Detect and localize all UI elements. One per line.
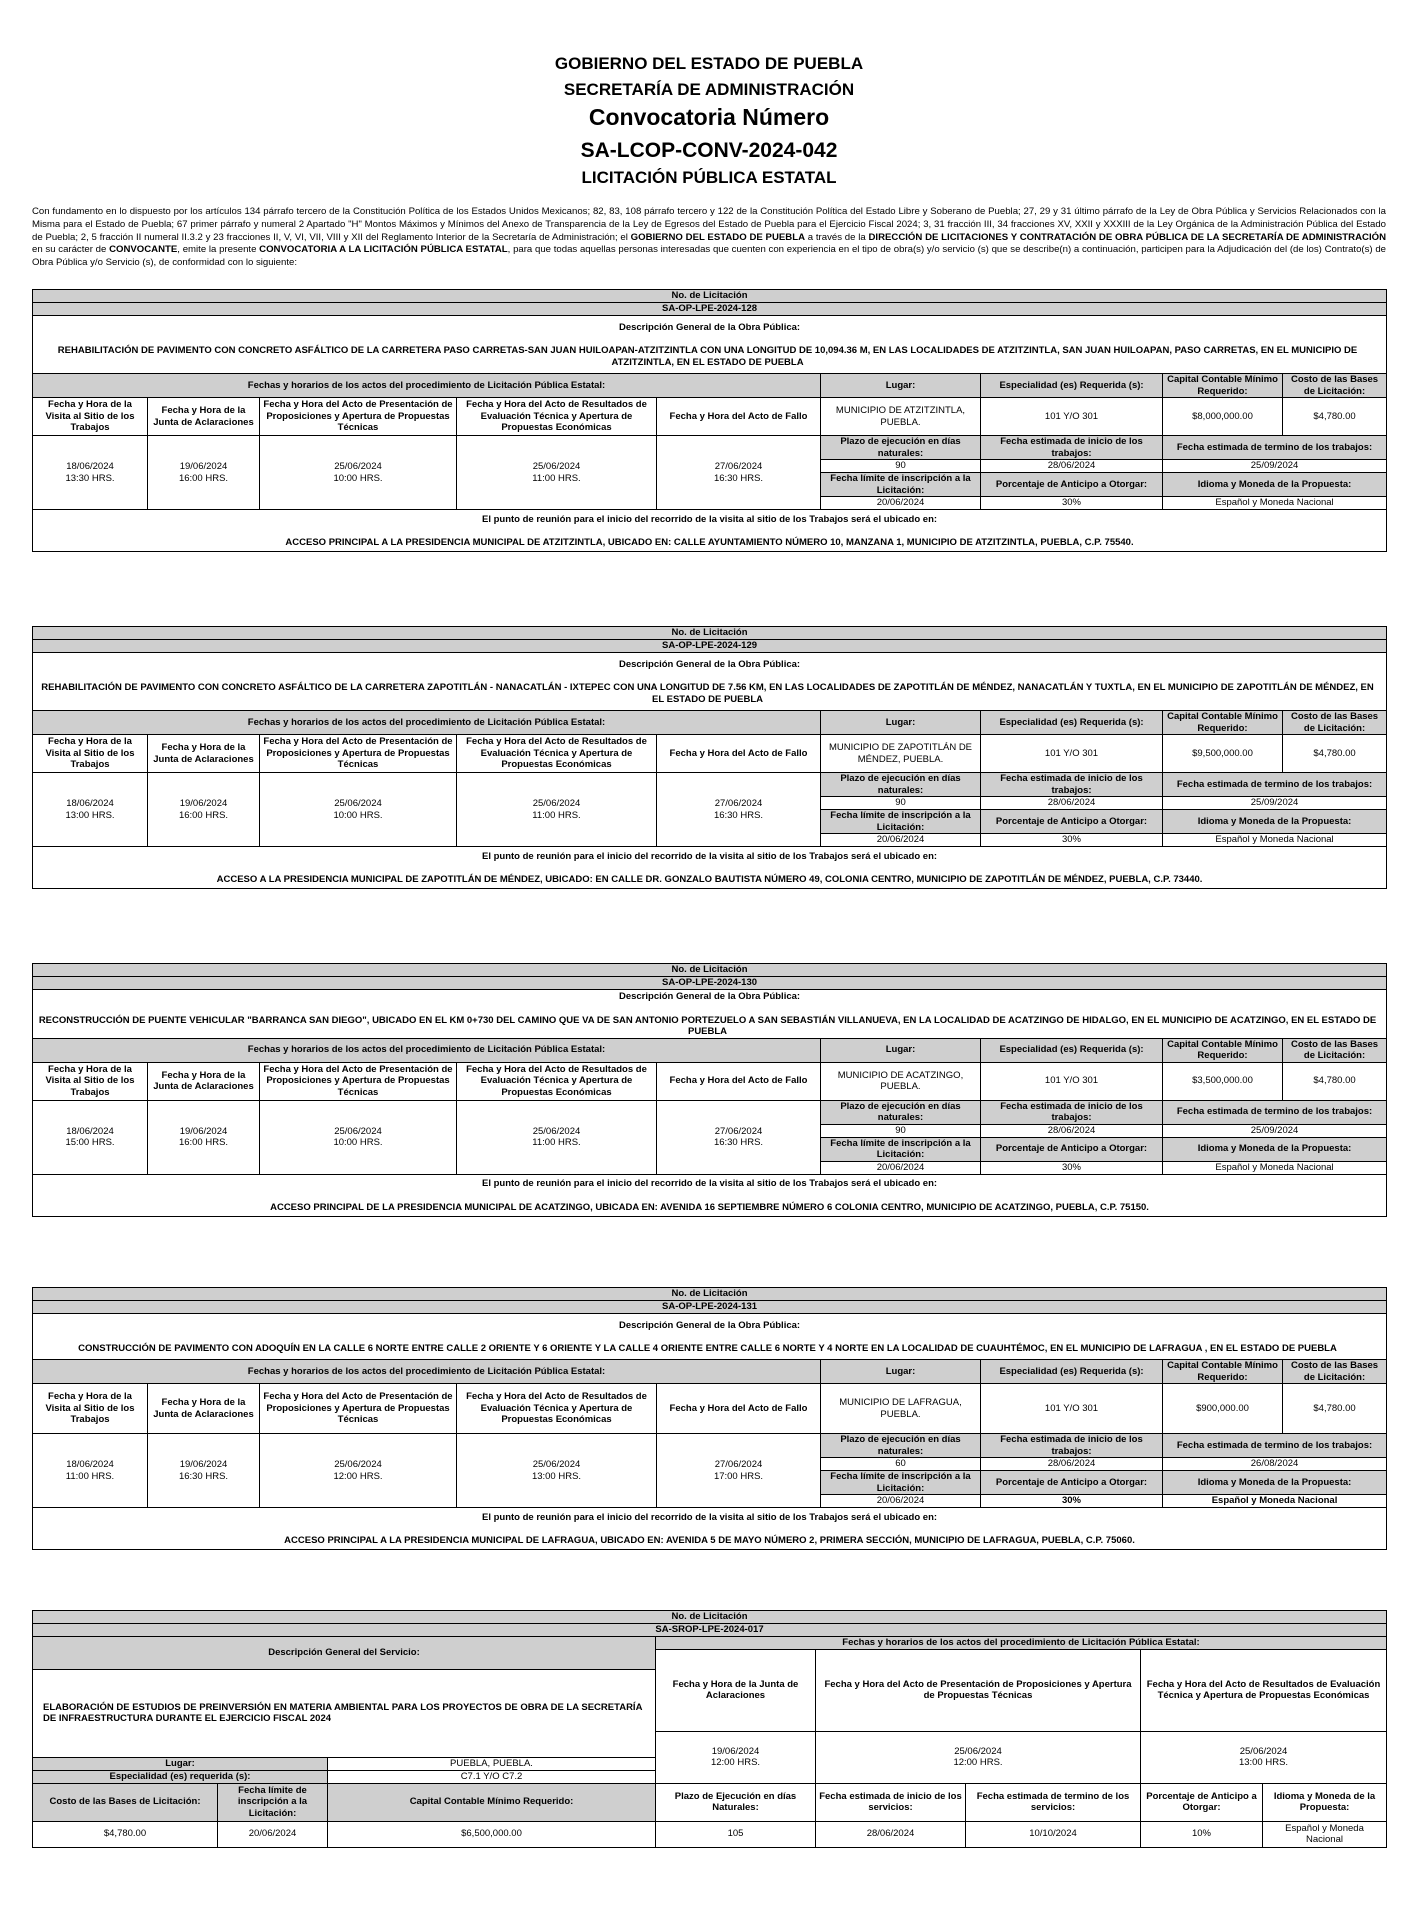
- resultados-value: 25/06/2024 11:00 HRS.: [457, 436, 657, 510]
- costo-value: $4,780.00: [1283, 1062, 1387, 1100]
- inicio-value: 28/06/2024: [981, 1124, 1163, 1137]
- junta-label: Fecha y Hora de la Junta de Aclaraciones: [148, 735, 260, 773]
- inicio-value: 28/06/2024: [981, 797, 1163, 810]
- limite-value: 20/06/2024: [218, 1821, 328, 1847]
- anticipo-label: Porcentaje de Anticipo a Otorgar:: [981, 473, 1163, 497]
- visita-value: 18/06/2024 13:30 HRS.: [33, 436, 148, 510]
- lugar-value: MUNICIPIO DE ZAPOTITLÁN DE MÉNDEZ, PUEBLA.: [821, 735, 981, 773]
- especialidad-label: Especialidad (es) Requerida (s):: [981, 1038, 1163, 1062]
- idioma-label: Idioma y Moneda de la Propuesta:: [1263, 1783, 1387, 1821]
- header-secretaria: SECRETARÍA DE ADMINISTRACIÓN: [563, 80, 855, 99]
- visita-label: Fecha y Hora de la Visita al Sitio de los Trabajos: [33, 1384, 148, 1434]
- licitacion-table: [32, 963, 1387, 1217]
- lugar-value: MUNICIPIO DE ATZITZINTLA, PUEBLA.: [821, 398, 981, 436]
- plazo-value: 60: [821, 1458, 981, 1471]
- presentacion-label: Fecha y Hora del Acto de Presentación de Proposiciones y Apertura de Propuestas Técnicas: [260, 398, 457, 436]
- punto-reunion: El punto de reunión para el inicio del recorrido de la visita al sitio de los Trabajos será el ubicado en: ACCESO PRINCIPAL A LA PRESIDENCIA MUNICIPAL DE ATZITZINTLA, UBICADO EN: CALLE AYUNTAMIENTO NÚMERO 10, MANZANA 1, MUNICIPIO DE ATZITZINTLA, PUEBLA, C.P. 75540.: [33, 510, 1387, 552]
- anticipo-value: 30%: [981, 497, 1163, 510]
- junta-label: Fecha y Hora de la Junta de Aclaraciones: [148, 1062, 260, 1100]
- presentacion-label: Fecha y Hora del Acto de Presentación de Proposiciones y Apertura de Propuestas Técnicas: [260, 735, 457, 773]
- junta-value: 19/06/2024 12:00 HRS.: [656, 1731, 816, 1783]
- inicio-label: Fecha estimada de inicio de los servicios:: [816, 1783, 966, 1821]
- limite-label: Fecha límite de inscripción a la Licitación:: [821, 473, 981, 497]
- servicio-table: [32, 1610, 1387, 1848]
- junta-value: 19/06/2024 16:00 HRS.: [148, 773, 260, 847]
- idioma-value: Español y Moneda Nacional: [1263, 1821, 1387, 1847]
- lugar-value: PUEBLA, PUEBLA.: [328, 1757, 656, 1770]
- punto-reunion: El punto de reunión para el inicio del recorrido de la visita al sitio de los Trabajos será el ubicado en: ACCESO PRINCIPAL DE LA PRESIDENCIA MUNICIPAL DE ACATZINGO, UBICADA EN: AVENIDA 16 SEPTIEMBRE NÚMERO 6 COLONIA CENTRO, MUNICIPIO DE ACATZINGO, PUEBLA, C.P. 75150.: [33, 1174, 1387, 1216]
- resultados-value: 25/06/2024 11:00 HRS.: [457, 1100, 657, 1174]
- especialidad-label: Especialidad (es) requerida (s):: [33, 1770, 328, 1783]
- costo-label: Costo de las Bases de Licitación:: [1283, 1038, 1387, 1062]
- lugar-label: Lugar:: [33, 1757, 328, 1770]
- fechas-header: Fechas y horarios de los actos del procedimiento de Licitación Pública Estatal:: [656, 1637, 1387, 1650]
- limite-value: 20/06/2024: [821, 834, 981, 847]
- costo-label: Costo de las Bases de Licitación:: [33, 1783, 218, 1821]
- lugar-value: MUNICIPIO DE LAFRAGUA, PUEBLA.: [821, 1384, 981, 1434]
- limite-label: Fecha límite de inscripción a la Licitación:: [821, 810, 981, 834]
- resultados-value: 25/06/2024 13:00 HRS.: [457, 1434, 657, 1508]
- fallo-label: Fecha y Hora del Acto de Fallo: [657, 735, 821, 773]
- no-licitacion-label: No. de Licitación: [33, 1611, 1387, 1624]
- termino-label: Fecha estimada de termino de los trabajos:: [1163, 773, 1387, 797]
- inicio-label: Fecha estimada de inicio de los trabajos:: [981, 773, 1163, 797]
- plazo-label: Plazo de Ejecución en días Naturales:: [656, 1783, 816, 1821]
- fallo-value: 27/06/2024 16:30 HRS.: [657, 773, 821, 847]
- servicio-desc-label: Descripción General del Servicio:: [33, 1637, 656, 1670]
- junta-value: 19/06/2024 16:00 HRS.: [148, 1100, 260, 1174]
- anticipo-label: Porcentaje de Anticipo a Otorgar:: [981, 1471, 1163, 1495]
- especialidad-value: 101 Y/O 301: [981, 1384, 1163, 1434]
- especialidad-value: 101 Y/O 301: [981, 735, 1163, 773]
- resultados-label: Fecha y Hora del Acto de Resultados de Evaluación Técnica y Apertura de Propuestas Económicas: [457, 398, 657, 436]
- termino-value: 10/10/2024: [966, 1821, 1141, 1847]
- termino-value: 25/09/2024: [1163, 460, 1387, 473]
- termino-label: Fecha estimada de termino de los trabajos:: [1163, 1434, 1387, 1458]
- presentacion-value: 25/06/2024 10:00 HRS.: [260, 773, 457, 847]
- plazo-value: 90: [821, 797, 981, 810]
- fechas-header: Fechas y horarios de los actos del procedimiento de Licitación Pública Estatal:: [33, 374, 821, 398]
- termino-label: Fecha estimada de termino de los trabajos:: [1163, 436, 1387, 460]
- limite-value: 20/06/2024: [821, 1495, 981, 1508]
- licitacion-number: SA-OP-LPE-2024-129: [33, 640, 1387, 653]
- capital-value: $3,500,000.00: [1163, 1062, 1283, 1100]
- plazo-label: Plazo de ejecución en días naturales:: [821, 1434, 981, 1458]
- plazo-value: 90: [821, 1124, 981, 1137]
- termino-value: 26/08/2024: [1163, 1458, 1387, 1471]
- termino-label: Fecha estimada de termino de los trabajos:: [1163, 1100, 1387, 1124]
- inicio-label: Fecha estimada de inicio de los trabajos:: [981, 1434, 1163, 1458]
- inicio-value: 28/06/2024: [981, 460, 1163, 473]
- resultados-label: Fecha y Hora del Acto de Resultados de Evaluación Técnica y Apertura de Propuestas Económicas: [457, 1384, 657, 1434]
- capital-label: Capital Contable Mínimo Requerido:: [1163, 1038, 1283, 1062]
- licitacion-number: SA-OP-LPE-2024-130: [33, 977, 1387, 990]
- lugar-label: Lugar:: [821, 374, 981, 398]
- obra-description: Descripción General de la Obra Pública: REHABILITACIÓN DE PAVIMENTO CON CONCRETO ASFÁLTICO DE LA CARRETERA ZAPOTITLÁN - NANACATLÁN - IXTEPEC CON UNA LONGITUD DE 7.56 KM, EN LAS LOCALIDADES DE ZAPOTITLÁN DE MÉNDEZ, NANACATLÁN Y TUXTLA, EN EL MUNICIPIO DE ZAPOTITLÁN DE MÉNDEZ, EN EL ESTADO DE PUEBLA: [33, 653, 1387, 711]
- punto-reunion: El punto de reunión para el inicio del recorrido de la visita al sitio de los Trabajos será el ubicado en: ACCESO A LA PRESIDENCIA MUNICIPAL DE ZAPOTITLÁN DE MÉNDEZ, UBICADO: EN CALLE DR. GONZALO BAUTISTA NÚMERO 49, COLONIA CENTRO, MUNICIPIO DE ZAPOTITLÁN DE MÉNDEZ, PUEBLA, C.P. 73440.: [33, 847, 1387, 889]
- especialidad-value: 101 Y/O 301: [981, 1062, 1163, 1100]
- licitacion-number: SA-OP-LPE-2024-131: [33, 1301, 1387, 1314]
- limite-value: 20/06/2024: [821, 1161, 981, 1174]
- obra-description: Descripción General de la Obra Pública: CONSTRUCCIÓN DE PAVIMENTO CON ADOQUÍN EN LA CALLE 6 NORTE ENTRE CALLE 2 ORIENTE Y 6 ORIENTE Y LA CALLE 4 ORIENTE ENTRE CALLE 6 NORTE Y 4 NORTE EN LA LOCALIDAD DE CUAUHTÉMOC, EN EL MUNICIPIO DE LAFRAGUA , EN EL ESTADO DE PUEBLA: [33, 1314, 1387, 1360]
- capital-label: Capital Contable Mínimo Requerido:: [1163, 374, 1283, 398]
- especialidad-label: Especialidad (es) Requerida (s):: [981, 1360, 1163, 1384]
- idioma-label: Idioma y Moneda de la Propuesta:: [1163, 810, 1387, 834]
- fechas-header: Fechas y horarios de los actos del procedimiento de Licitación Pública Estatal:: [33, 711, 821, 735]
- capital-label: Capital Contable Mínimo Requerido:: [328, 1783, 656, 1821]
- presentacion-value: 25/06/2024 12:00 HRS.: [260, 1434, 457, 1508]
- termino-value: 25/09/2024: [1163, 1124, 1387, 1137]
- presentacion-label: Fecha y Hora del Acto de Presentación de Proposiciones y Apertura de Propuestas Técnicas: [260, 1062, 457, 1100]
- fallo-value: 27/06/2024 17:00 HRS.: [657, 1434, 821, 1508]
- costo-value: $4,780.00: [1283, 1384, 1387, 1434]
- termino-value: 25/09/2024: [1163, 797, 1387, 810]
- header-convocatoria: Convocatoria Número: [588, 104, 830, 130]
- costo-label: Costo de las Bases de Licitación:: [1283, 1360, 1387, 1384]
- no-licitacion-label: No. de Licitación: [33, 290, 1387, 303]
- anticipo-value: 30%: [981, 834, 1163, 847]
- costo-label: Costo de las Bases de Licitación:: [1283, 374, 1387, 398]
- fallo-value: 27/06/2024 16:30 HRS.: [657, 436, 821, 510]
- fallo-label: Fecha y Hora del Acto de Fallo: [657, 1062, 821, 1100]
- punto-reunion: El punto de reunión para el inicio del recorrido de la visita al sitio de los Trabajos será el ubicado en: ACCESO PRINCIPAL A LA PRESIDENCIA MUNICIPAL DE LAFRAGUA, UBICADO EN: AVENIDA 5 DE MAYO NÚMERO 2, PRIMERA SECCIÓN, MUNICIPIO DE LAFRAGUA, PUEBLA, C.P. 75060.: [33, 1508, 1387, 1550]
- visita-value: 18/06/2024 11:00 HRS.: [33, 1434, 148, 1508]
- idioma-label: Idioma y Moneda de la Propuesta:: [1163, 1471, 1387, 1495]
- lugar-label: Lugar:: [821, 711, 981, 735]
- termino-label: Fecha estimada de termino de los servicios:: [966, 1783, 1141, 1821]
- especialidad-label: Especialidad (es) Requerida (s):: [981, 374, 1163, 398]
- capital-value: $9,500,000.00: [1163, 735, 1283, 773]
- anticipo-value: 30%: [981, 1495, 1163, 1508]
- no-licitacion-label: No. de Licitación: [33, 964, 1387, 977]
- plazo-value: 90: [821, 460, 981, 473]
- inicio-label: Fecha estimada de inicio de los trabajos:: [981, 1100, 1163, 1124]
- especialidad-label: Especialidad (es) Requerida (s):: [981, 711, 1163, 735]
- inicio-value: 28/06/2024: [816, 1821, 966, 1847]
- capital-value: $6,500,000.00: [328, 1821, 656, 1847]
- idioma-value: Español y Moneda Nacional: [1163, 497, 1387, 510]
- costo-label: Costo de las Bases de Licitación:: [1283, 711, 1387, 735]
- plazo-label: Plazo de ejecución en días naturales:: [821, 436, 981, 460]
- inicio-label: Fecha estimada de inicio de los trabajos:: [981, 436, 1163, 460]
- junta-value: 19/06/2024 16:30 HRS.: [148, 1434, 260, 1508]
- anticipo-label: Porcentaje de Anticipo a Otorgar:: [981, 810, 1163, 834]
- lugar-label: Lugar:: [821, 1038, 981, 1062]
- limite-label: Fecha límite de inscripción a la Licitación:: [821, 1137, 981, 1161]
- especialidad-value: 101 Y/O 301: [981, 398, 1163, 436]
- obra-description: Descripción General de la Obra Pública: RECONSTRUCCIÓN DE PUENTE VEHICULAR "BARRANCA SAN DIEGO", UBICADO EN EL KM 0+730 DEL CAMINO QUE VA DE SAN ANTONIO PORTEZUELO A SAN SEBASTIÁN VILLANUEVA, EN LA LOCALIDAD DE ACATZINGO DE HIDALGO, EN EL MUNICIPIO DE ACATZINGO, EN EL ESTADO DE PUEBLA: [33, 990, 1387, 1039]
- idioma-value: Español y Moneda Nacional: [1163, 834, 1387, 847]
- fallo-label: Fecha y Hora del Acto de Fallo: [657, 1384, 821, 1434]
- idioma-value: Español y Moneda Nacional: [1163, 1495, 1387, 1508]
- idioma-value: Español y Moneda Nacional: [1163, 1161, 1387, 1174]
- junta-label: Fecha y Hora de la Junta de Aclaraciones: [656, 1650, 816, 1732]
- resultados-value: 25/06/2024 13:00 HRS.: [1141, 1731, 1387, 1783]
- fallo-label: Fecha y Hora del Acto de Fallo: [657, 398, 821, 436]
- resultados-value: 25/06/2024 11:00 HRS.: [457, 773, 657, 847]
- no-licitacion-label: No. de Licitación: [33, 627, 1387, 640]
- visita-label: Fecha y Hora de la Visita al Sitio de los Trabajos: [33, 398, 148, 436]
- header-government: GOBIERNO DEL ESTADO DE PUEBLA: [554, 54, 864, 73]
- costo-value: $4,780.00: [33, 1821, 218, 1847]
- inicio-value: 28/06/2024: [981, 1458, 1163, 1471]
- header-convocatoria-number: SA-LCOP-CONV-2024-042: [580, 139, 838, 162]
- licitacion-table: [32, 289, 1387, 552]
- capital-label: Capital Contable Mínimo Requerido:: [1163, 711, 1283, 735]
- idioma-label: Idioma y Moneda de la Propuesta:: [1163, 1137, 1387, 1161]
- presentacion-label: Fecha y Hora del Acto de Presentación de Proposiciones y Apertura de Propuestas Técnicas: [816, 1650, 1141, 1732]
- anticipo-value: 30%: [981, 1161, 1163, 1174]
- idioma-label: Idioma y Moneda de la Propuesta:: [1163, 473, 1387, 497]
- junta-label: Fecha y Hora de la Junta de Aclaraciones: [148, 1384, 260, 1434]
- intro-paragraph: Con fundamento en lo dispuesto por los artículos 134 párrafo tercero de la Constitución Política de los Estados Unidos Mexicanos; 82, 83, 108 párrafo tercero y 122 de la Constitución Política del Estado Libre y Soberano de Puebla; 27, 29 y 31 último párrafo de la Ley de Obra Pública y Servicios Relacionados con la Misma para el Estado de Puebla; 67 primer párrafo y numeral 2 Apartado "H" Montos Máximos y Mínimos del Anexo de Transparencia de la Ley de Egresos del Estado de Puebla para el Ejercicio Fiscal 2024; 3, 31 fracción III, 34 fracciones XV, XXII y XXXIII de la Ley Orgánica de la Administración Pública del Estado de Puebla; 2, 5 fracción II numeral II.3.2 y 23 fracciones II, V, VI, VII, VIII y XII del Reglamento Interior de la Secretaría de Administración; el GOBIERNO DEL ESTADO DE PUEBLA a través de la DIRECCIÓN DE LICITACIONES Y CONTRATACIÓN DE OBRA PÚBLICA DE LA SECRETARÍA DE ADMINISTRACIÓN en su carácter de CONVOCANTE, emite la presente CONVOCATORIA A LA LICITACIÓN PÚBLICA ESTATAL, para que todas aquellas personas interesadas que cuenten con experiencia en el tipo de obra(s) y/o servicio (s) que se describe(n) a continuación, participen para la Adjudicación del (de los) Contrato(s) de Obra Pública y/o Servicio (s), de conformidad con lo siguiente:: [32, 206, 1387, 269]
- junta-label: Fecha y Hora de la Junta de Aclaraciones: [148, 398, 260, 436]
- obra-description: Descripción General de la Obra Pública: REHABILITACIÓN DE PAVIMENTO CON CONCRETO ASFÁLTICO DE LA CARRETERA PASO CARRETAS-SAN JUAN HUILOAPAN-ATZITZINTLA CON UNA LONGITUD DE 10,094.36 M, EN LAS LOCALIDADES DE ATZITZINTLA, SAN JUAN HUILOAPAN, PASO CARRETAS, EN EL MUNICIPIO DE ATZITZINTLA, EN EL ESTADO DE PUEBLA: [33, 316, 1387, 374]
- visita-value: 18/06/2024 15:00 HRS.: [33, 1100, 148, 1174]
- resultados-label: Fecha y Hora del Acto de Resultados de Evaluación Técnica y Apertura de Propuestas Económicas: [1141, 1650, 1387, 1732]
- lugar-label: Lugar:: [821, 1360, 981, 1384]
- presentacion-value: 25/06/2024 10:00 HRS.: [260, 1100, 457, 1174]
- visita-value: 18/06/2024 13:00 HRS.: [33, 773, 148, 847]
- anticipo-label: Porcentaje de Anticipo a Otorgar:: [1141, 1783, 1263, 1821]
- no-licitacion-label: No. de Licitación: [33, 1288, 1387, 1301]
- licitacion-number: SA-OP-LPE-2024-128: [33, 303, 1387, 316]
- presentacion-value: 25/06/2024 12:00 HRS.: [816, 1731, 1141, 1783]
- resultados-label: Fecha y Hora del Acto de Resultados de Evaluación Técnica y Apertura de Propuestas Económicas: [457, 1062, 657, 1100]
- resultados-label: Fecha y Hora del Acto de Resultados de Evaluación Técnica y Apertura de Propuestas Económicas: [457, 735, 657, 773]
- fechas-header: Fechas y horarios de los actos del procedimiento de Licitación Pública Estatal:: [33, 1038, 821, 1062]
- capital-label: Capital Contable Mínimo Requerido:: [1163, 1360, 1283, 1384]
- presentacion-value: 25/06/2024 10:00 HRS.: [260, 436, 457, 510]
- plazo-value: 105: [656, 1821, 816, 1847]
- especialidad-value: C7.1 Y/O C7.2: [328, 1770, 656, 1783]
- lugar-value: MUNICIPIO DE ACATZINGO, PUEBLA.: [821, 1062, 981, 1100]
- presentacion-label: Fecha y Hora del Acto de Presentación de Proposiciones y Apertura de Propuestas Técnicas: [260, 1384, 457, 1434]
- capital-value: $8,000,000.00: [1163, 398, 1283, 436]
- visita-label: Fecha y Hora de la Visita al Sitio de los Trabajos: [33, 735, 148, 773]
- visita-label: Fecha y Hora de la Visita al Sitio de los Trabajos: [33, 1062, 148, 1100]
- anticipo-value: 10%: [1141, 1821, 1263, 1847]
- limite-label: Fecha límite de inscripción a la Licitación:: [821, 1471, 981, 1495]
- capital-value: $900,000.00: [1163, 1384, 1283, 1434]
- junta-value: 19/06/2024 16:00 HRS.: [148, 436, 260, 510]
- plazo-label: Plazo de ejecución en días naturales:: [821, 1100, 981, 1124]
- licitacion-table: [32, 1287, 1387, 1550]
- header-licitacion-type: LICITACIÓN PÚBLICA ESTATAL: [581, 168, 837, 187]
- servicio-description: ELABORACIÓN DE ESTUDIOS DE PREINVERSIÓN EN MATERIA AMBIENTAL PARA LOS PROYECTOS DE OBRA DE LA SECRETARÍA DE INFRAESTRUCTURA DURANTE EL EJERCICIO FISCAL 2024: [33, 1670, 656, 1758]
- costo-value: $4,780.00: [1283, 398, 1387, 436]
- fechas-header: Fechas y horarios de los actos del procedimiento de Licitación Pública Estatal:: [33, 1360, 821, 1384]
- limite-label: Fecha límite de inscripción a la Licitación:: [218, 1783, 328, 1821]
- anticipo-label: Porcentaje de Anticipo a Otorgar:: [981, 1137, 1163, 1161]
- servicio-number: SA-SROP-LPE-2024-017: [33, 1624, 1387, 1637]
- fallo-value: 27/06/2024 16:30 HRS.: [657, 1100, 821, 1174]
- limite-value: 20/06/2024: [821, 497, 981, 510]
- plazo-label: Plazo de ejecución en días naturales:: [821, 773, 981, 797]
- licitacion-table: [32, 626, 1387, 889]
- costo-value: $4,780.00: [1283, 735, 1387, 773]
